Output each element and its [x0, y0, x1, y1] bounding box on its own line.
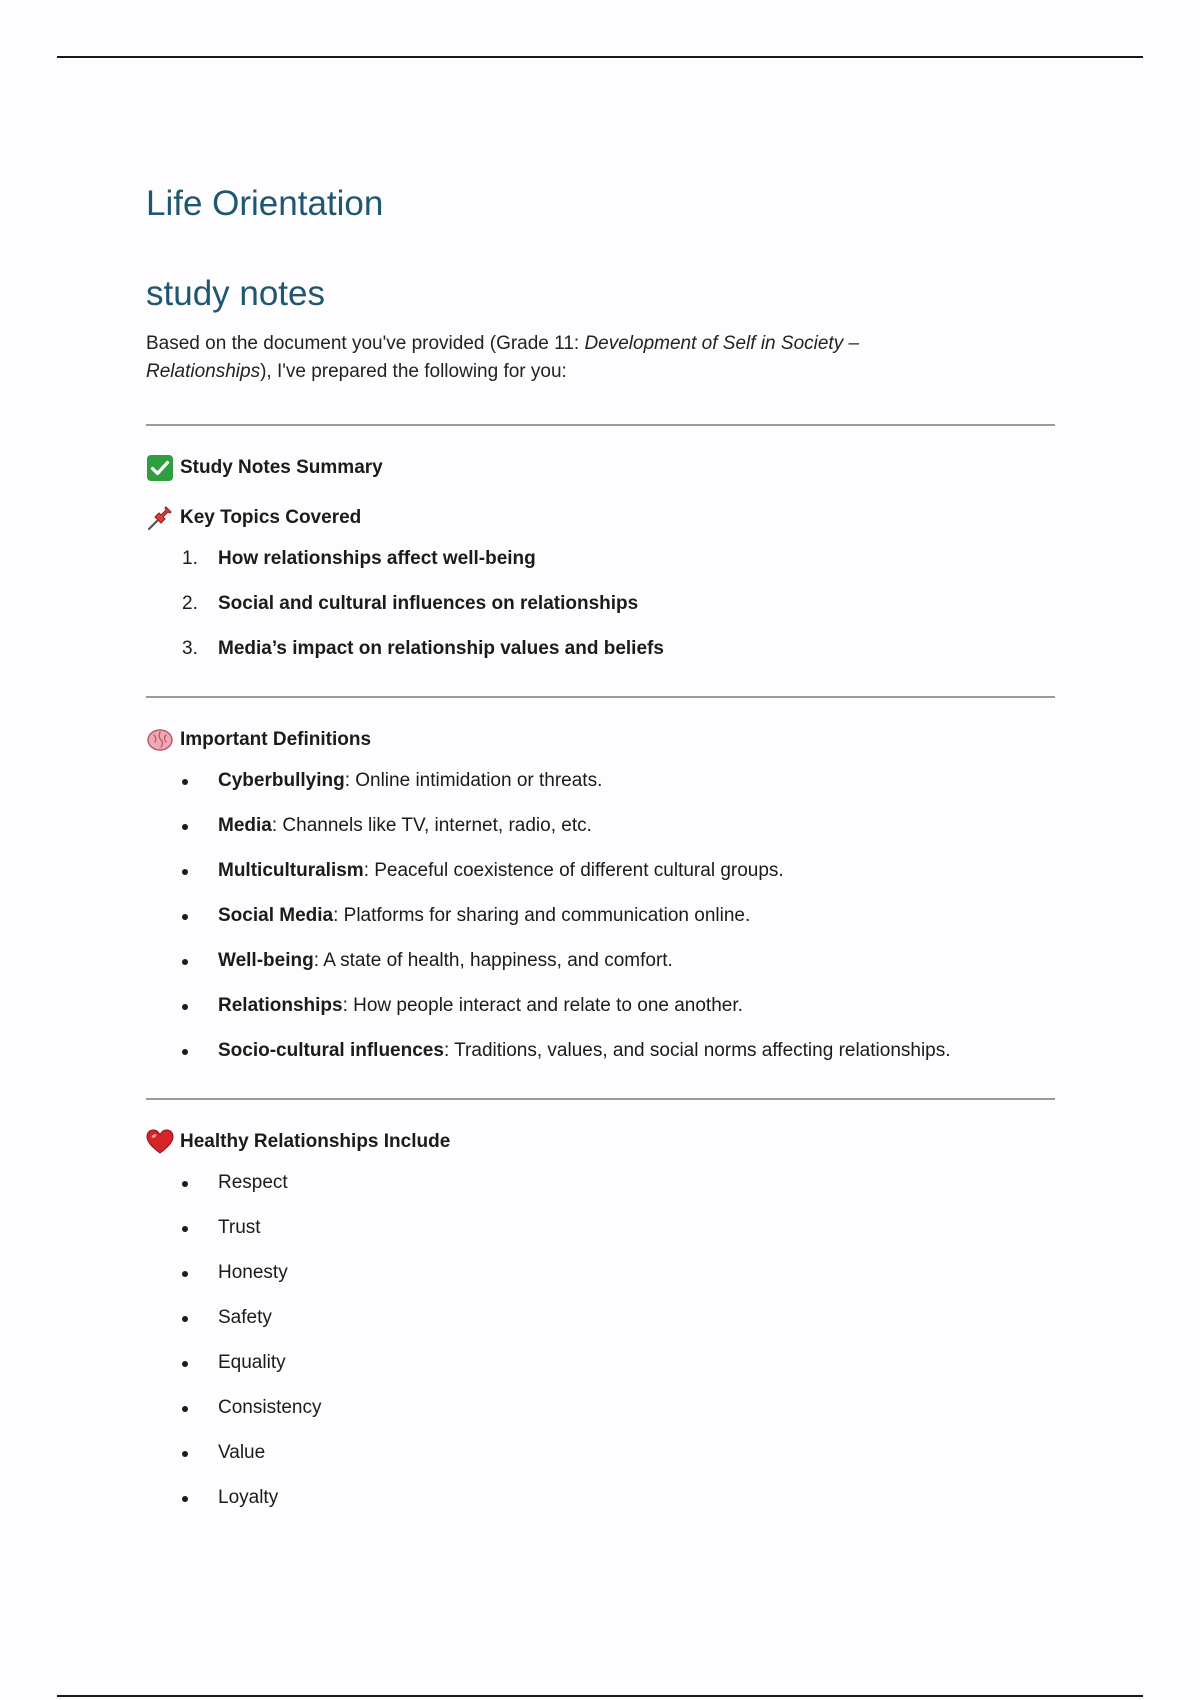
list-item-text: Safety [218, 1307, 272, 1328]
list-item-number: 2. [182, 593, 198, 614]
list-item [146, 903, 1056, 929]
bullet-icon [182, 824, 188, 830]
list-item-text: Media’s impact on relationship values and beliefs [218, 638, 664, 659]
list-item-text: Equality [218, 1352, 286, 1373]
page-bottom-rule [57, 1695, 1143, 1697]
bullet-icon [182, 1361, 188, 1367]
list-item-text: Loyalty [218, 1487, 279, 1508]
section-divider [146, 1098, 1055, 1100]
intro-paragraph [146, 330, 1056, 386]
definition-term: Well-being [218, 950, 314, 971]
healthy-heading [146, 1128, 1056, 1156]
document-body [146, 180, 1056, 1511]
bullet-icon [182, 1226, 188, 1232]
definition-term: Social Media [218, 905, 334, 926]
definition-text: : Online intimidation or threats. [344, 770, 603, 791]
intro-lead: Based on the document you've provided (Grade 11: [146, 333, 585, 354]
definition-text: : Peaceful coexistence of different cultural groups. [363, 860, 784, 881]
definition-term: Multiculturalism [218, 860, 364, 881]
bullet-icon [182, 1271, 188, 1277]
list-item [146, 813, 1056, 839]
bullet-icon [182, 1316, 188, 1322]
key-topics-heading-label: Key Topics Covered [180, 507, 362, 528]
definition-text: : Channels like TV, internet, radio, etc. [271, 815, 592, 836]
definition-term: Socio-cultural influences [218, 1040, 444, 1061]
intro-tail: ), I've prepared the following for you: [260, 361, 567, 382]
list-item [146, 1038, 1056, 1064]
list-item-text: Consistency [218, 1397, 322, 1418]
list-item [146, 993, 1056, 1019]
definition-text: : A state of health, happiness, and comfort. [313, 950, 673, 971]
page-top-rule [57, 56, 1143, 58]
list-item [146, 1215, 1056, 1241]
pushpin-icon [146, 504, 174, 532]
intro-italic-title: Development of Self in Society – [584, 333, 860, 354]
list-item-text: Social and cultural influences on relationships [218, 593, 639, 614]
key-topics-heading [146, 504, 1056, 532]
definition-text: : How people interact and relate to one another. [342, 995, 743, 1016]
section-divider [146, 696, 1055, 698]
definition-term: Media [218, 815, 272, 836]
page-title: Life Orientation [146, 184, 384, 223]
healthy-heading-label: Healthy Relationships Include [180, 1131, 451, 1152]
definition-text: : Platforms for sharing and communication online. [333, 905, 751, 926]
definition-text: : Traditions, values, and social norms affecting relationships. [443, 1040, 951, 1061]
list-item-text: Value [218, 1442, 266, 1463]
bullet-icon [182, 1049, 188, 1055]
list-item-number: 3. [182, 638, 198, 659]
section-divider [146, 424, 1055, 426]
list-item-text: How relationships affect well-being [218, 548, 536, 569]
page-subtitle: study notes [146, 274, 325, 313]
list-item [146, 636, 1056, 662]
intro-italic-sub: Relationships [146, 361, 261, 382]
definitions-heading-label: Important Definitions [180, 729, 372, 750]
bullet-icon [182, 959, 188, 965]
list-item [146, 1350, 1056, 1376]
bullet-icon [182, 914, 188, 920]
list-item [146, 546, 1056, 572]
bullet-icon [182, 1496, 188, 1502]
list-item [146, 1260, 1056, 1286]
bullet-icon [182, 1181, 188, 1187]
bullet-icon [182, 1406, 188, 1412]
check-mark-icon [146, 454, 174, 482]
bullet-icon [182, 1451, 188, 1457]
key-topics-list [146, 546, 1056, 662]
list-item-text: Honesty [218, 1262, 288, 1283]
list-item [146, 1395, 1056, 1421]
bullet-icon [182, 869, 188, 875]
list-item [146, 591, 1056, 617]
list-item-text: Trust [218, 1217, 261, 1238]
list-item [146, 768, 1056, 794]
summary-heading-label: Study Notes Summary [180, 457, 383, 478]
list-item [146, 858, 1056, 884]
list-item [146, 1305, 1056, 1331]
summary-heading [146, 454, 1056, 482]
healthy-list [146, 1170, 1056, 1511]
list-item [146, 948, 1056, 974]
bullet-icon [182, 779, 188, 785]
heart-icon [146, 1128, 174, 1156]
list-item [146, 1440, 1056, 1466]
list-item [146, 1485, 1056, 1511]
bullet-icon [182, 1004, 188, 1010]
definition-term: Relationships [218, 995, 343, 1016]
definitions-list [146, 768, 1056, 1064]
definition-term: Cyberbullying [218, 770, 345, 791]
definitions-heading [146, 726, 1056, 754]
brain-icon [146, 726, 174, 754]
list-item-text: Respect [218, 1172, 288, 1193]
list-item [146, 1170, 1056, 1196]
list-item-number: 1. [182, 548, 198, 569]
